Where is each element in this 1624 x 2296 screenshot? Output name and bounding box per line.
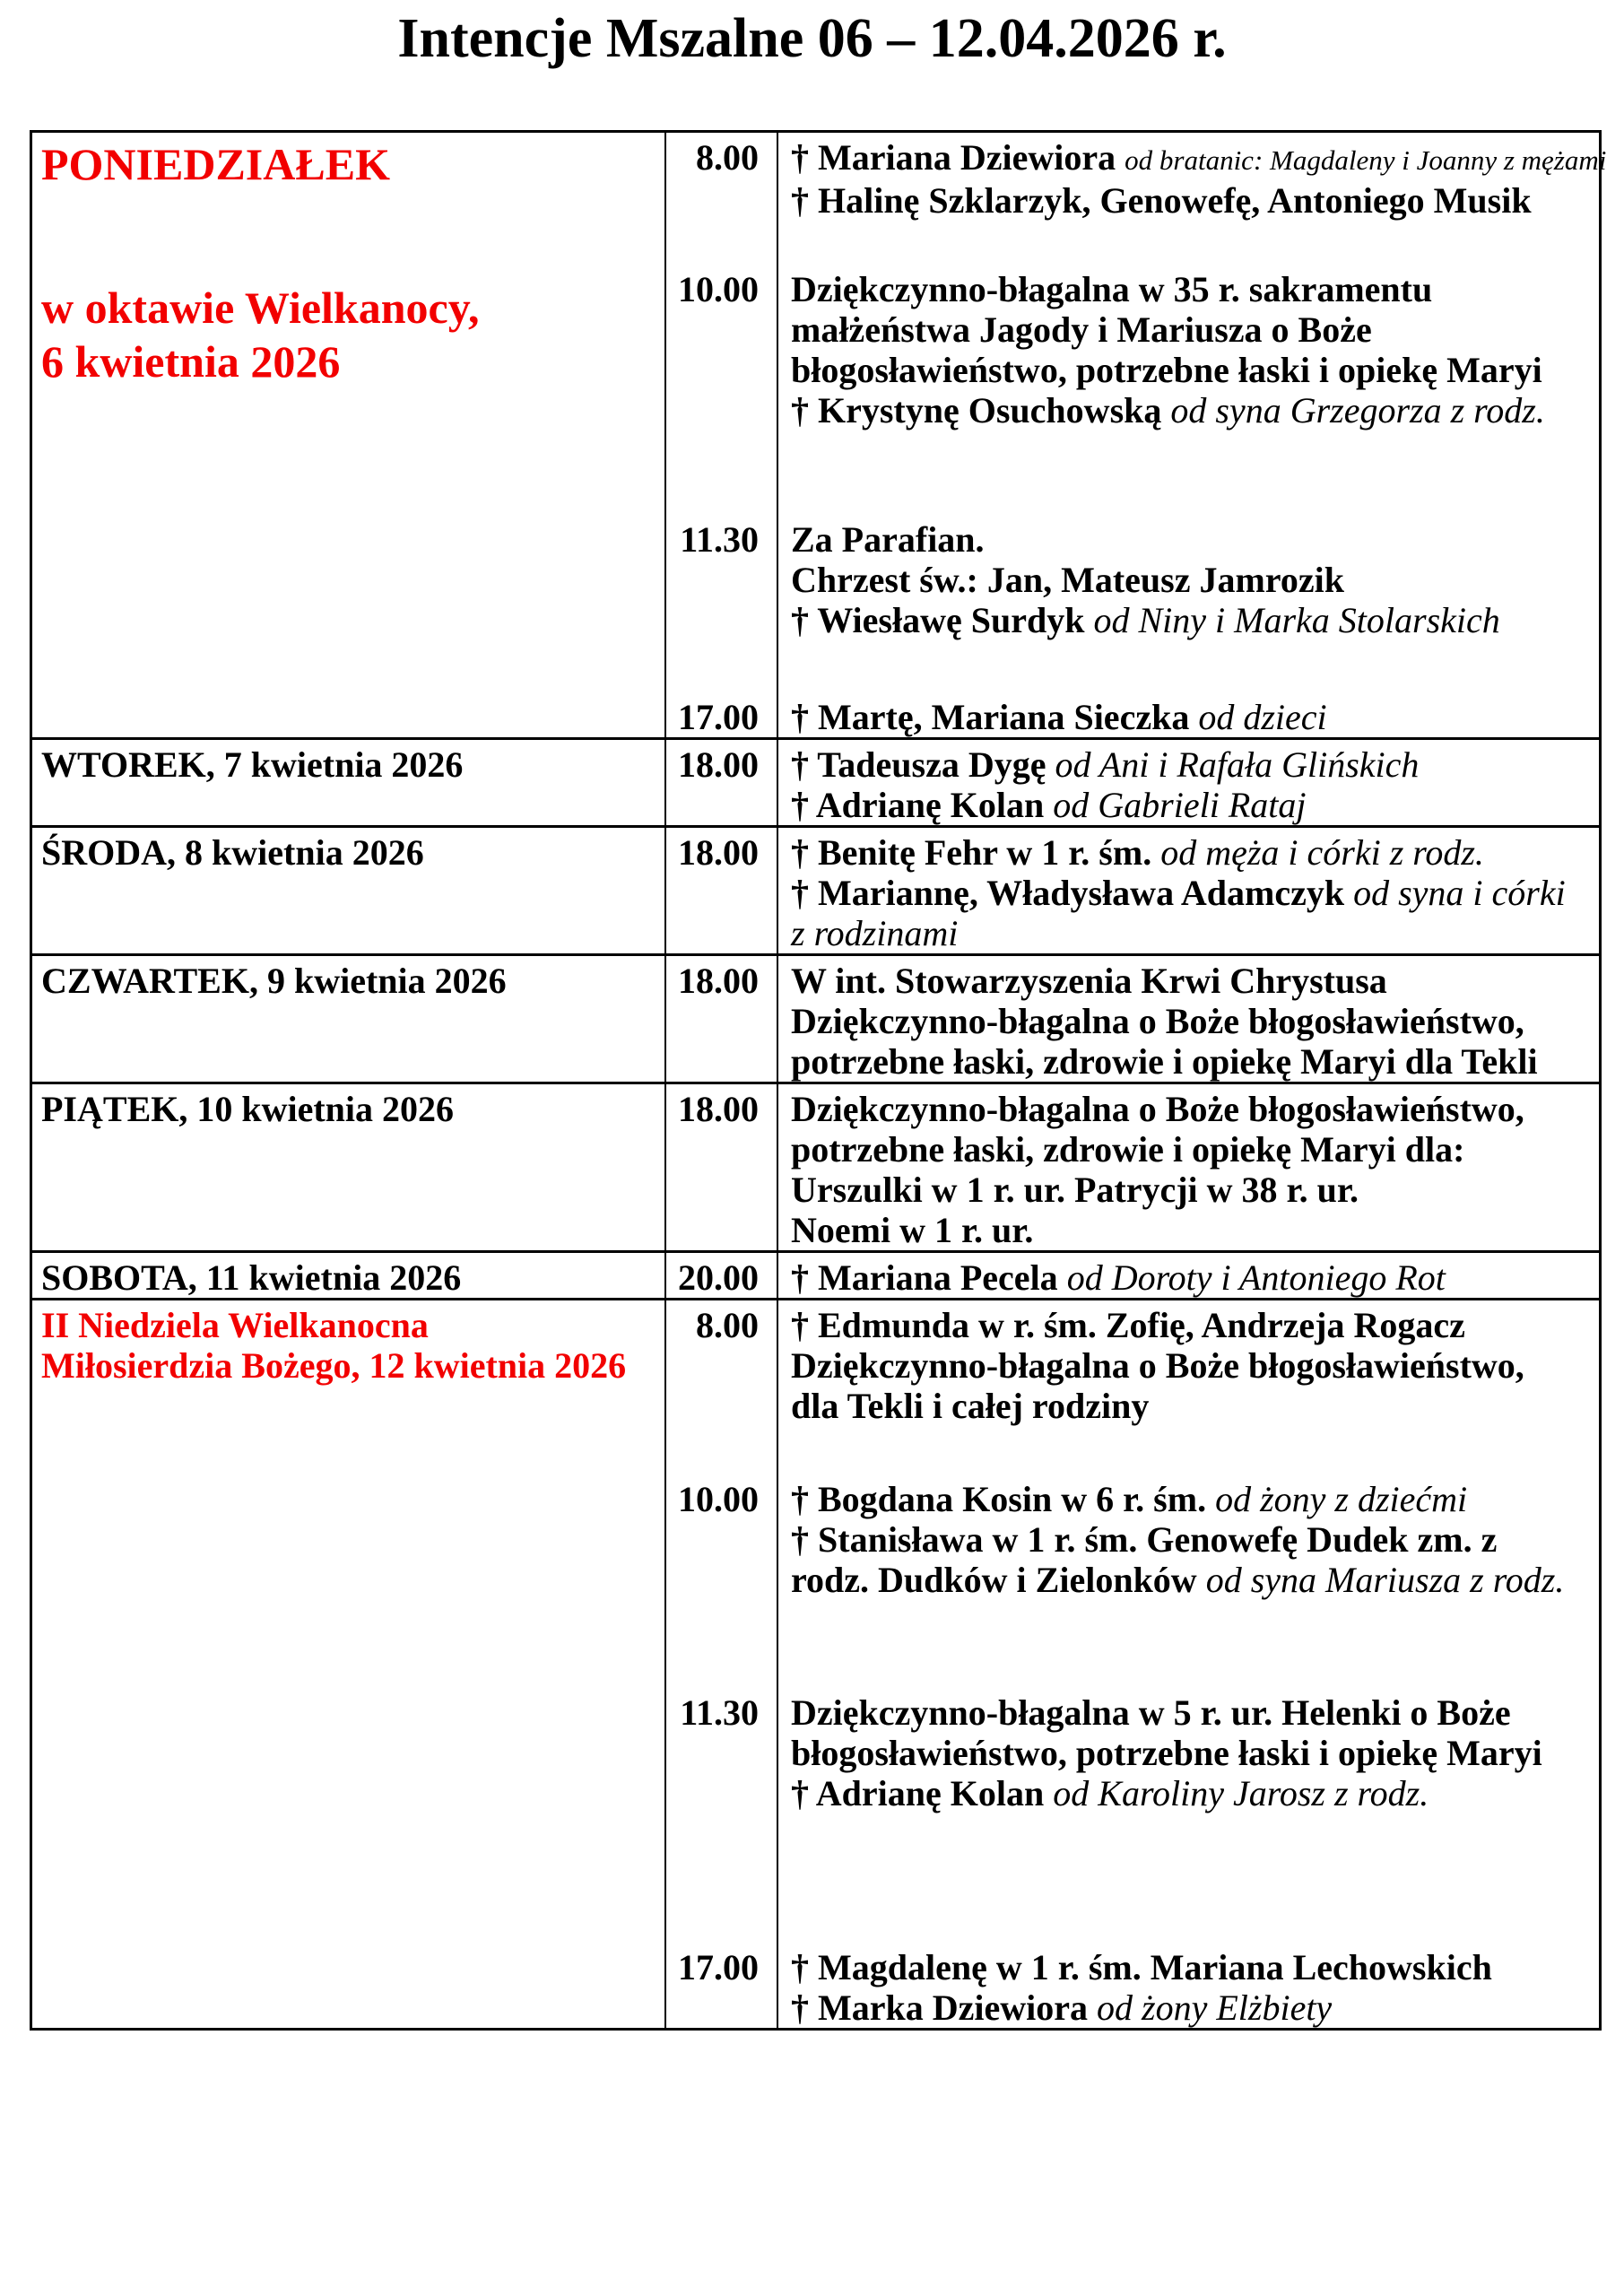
mass-time: 18.00 bbox=[678, 961, 759, 1001]
mass-intention-line bbox=[791, 873, 1599, 913]
column-separator bbox=[664, 1253, 666, 1298]
intention-text: Dziękczynno-błagalna o Boże błogosławieństwo, bbox=[791, 1001, 1524, 1041]
intention-text: Dziękczynno-błagalna o Boże błogosławieństwo, bbox=[791, 1089, 1524, 1129]
mass-intentions bbox=[778, 269, 1606, 430]
day-label-line: SOBOTA, 11 kwietnia 2026 bbox=[41, 1257, 462, 1298]
intention-text: potrzebne łaski, zdrowie i opiekę Maryi dla: bbox=[791, 1129, 1465, 1170]
mass-block bbox=[666, 832, 1599, 953]
mass-area-czwartek bbox=[666, 956, 1599, 1082]
day-label-wtorek bbox=[32, 740, 666, 825]
mass-intentions bbox=[778, 1479, 1599, 1600]
day-label-line: Miłosierdzia Bożego, 12 kwietnia 2026 bbox=[41, 1345, 627, 1386]
mass-intention-line bbox=[791, 350, 1606, 390]
mass-intention-line bbox=[791, 1041, 1599, 1082]
intention-text: Za Parafian. bbox=[791, 519, 985, 560]
intention-text: Urszulki w 1 r. ur. Patrycji w 38 r. ur. bbox=[791, 1170, 1359, 1210]
mass-intention-line bbox=[791, 1210, 1599, 1250]
mass-time: 18.00 bbox=[678, 832, 759, 873]
mass-intentions bbox=[778, 1089, 1599, 1250]
mass-area-piatek bbox=[666, 1084, 1599, 1250]
mass-time: 17.00 bbox=[678, 697, 759, 737]
mass-intention-line bbox=[791, 744, 1599, 785]
intention-text: rodz. Dudków i Zielonków bbox=[791, 1560, 1206, 1600]
mass-block bbox=[666, 1257, 1599, 1298]
intention-text: † Mariannę, Władysława Adamczyk bbox=[791, 873, 1354, 913]
mass-area-sobota bbox=[666, 1253, 1599, 1298]
mass-time: 10.00 bbox=[678, 1479, 759, 1519]
column-separator bbox=[777, 1253, 778, 1298]
mass-intention-line bbox=[791, 1479, 1599, 1519]
day-label-line: PONIEDZIAŁEK bbox=[41, 139, 390, 189]
mass-intention-line bbox=[791, 1386, 1599, 1426]
day-label-line: WTOREK, 7 kwietnia 2026 bbox=[41, 744, 464, 785]
intention-text: † Wiesławę Surdyk bbox=[791, 600, 1094, 640]
intention-text: od Gabrieli Rataj bbox=[1053, 785, 1307, 825]
mass-block bbox=[666, 1947, 1599, 2028]
mass-intention-line bbox=[791, 269, 1606, 309]
column-separator bbox=[664, 956, 666, 1082]
mass-time: 11.30 bbox=[680, 1692, 759, 1733]
mass-time: 8.00 bbox=[696, 1305, 759, 1345]
day-row-niedziela bbox=[32, 1300, 1599, 2028]
intention-text: od bratanic: Magdaleny i Joanny z mężami bbox=[1125, 144, 1607, 176]
day-row-wtorek bbox=[32, 740, 1599, 828]
day-label-line: II Niedziela Wielkanocna bbox=[41, 1305, 429, 1345]
intention-text: Dziękczynno-błagalna w 5 r. ur. Helenki o Boże bbox=[791, 1692, 1511, 1733]
mass-intention-line bbox=[791, 390, 1606, 430]
intention-text: † Martę, Mariana Sieczka bbox=[791, 697, 1199, 737]
column-separator bbox=[664, 1300, 666, 2028]
mass-area-niedziela bbox=[666, 1300, 1599, 2028]
column-separator bbox=[777, 740, 778, 825]
mass-intention-line bbox=[791, 180, 1606, 221]
mass-intentions bbox=[778, 744, 1599, 825]
mass-intention-line bbox=[791, 1089, 1599, 1129]
intention-text: † Tadeusza Dygę bbox=[791, 744, 1055, 785]
day-label-line: w oktawie Wielkanocy, bbox=[41, 283, 480, 333]
intention-text: potrzebne łaski, zdrowie i opiekę Maryi dla Tekli bbox=[791, 1041, 1538, 1082]
intention-text: Dziękczynno-błagalna w 35 r. sakramentu bbox=[791, 269, 1433, 309]
intention-text: Dziękczynno-błagalna o Boże błogosławieństwo, bbox=[791, 1345, 1524, 1386]
mass-time: 18.00 bbox=[678, 744, 759, 785]
intention-text: Chrzest św.: Jan, Mateusz Jamrozik bbox=[791, 560, 1344, 600]
mass-block bbox=[666, 269, 1606, 430]
column-separator bbox=[777, 133, 778, 737]
mass-intention-line bbox=[791, 1129, 1599, 1170]
mass-block bbox=[666, 137, 1606, 221]
mass-intention-line bbox=[791, 697, 1606, 737]
day-row-poniedzialek bbox=[32, 133, 1607, 740]
intention-text: † Krystynę Osuchowską bbox=[791, 390, 1171, 430]
day-label-sroda bbox=[32, 828, 666, 953]
column-separator bbox=[664, 1084, 666, 1250]
mass-intention-line bbox=[791, 785, 1599, 825]
intention-text: † Benitę Fehr w 1 r. śm. bbox=[791, 832, 1161, 873]
intention-text: † Stanisława w 1 r. śm. Genowefę Dudek zm. z bbox=[791, 1519, 1498, 1560]
intention-text: od żony z dziećmi bbox=[1215, 1479, 1468, 1519]
intention-text: † Mariana Dziewiora bbox=[791, 137, 1125, 178]
mass-time: 10.00 bbox=[678, 269, 759, 309]
mass-intention-line bbox=[791, 519, 1606, 560]
mass-time: 20.00 bbox=[678, 1257, 759, 1298]
mass-time: 8.00 bbox=[696, 137, 759, 178]
mass-intention-line bbox=[791, 1519, 1599, 1560]
intention-text: od męża i córki z rodz. bbox=[1160, 832, 1484, 873]
intention-text: od syna Mariusza z rodz. bbox=[1205, 1560, 1565, 1600]
intention-text: † Magdalenę w 1 r. śm. Mariana Lechowskich bbox=[791, 1947, 1492, 1987]
intention-text: od żony Elżbiety bbox=[1097, 1987, 1333, 2028]
column-separator bbox=[777, 828, 778, 953]
column-separator bbox=[777, 1300, 778, 2028]
column-separator bbox=[777, 956, 778, 1082]
intention-text: od Niny i Marka Stolarskich bbox=[1093, 600, 1500, 640]
day-label-line: PIĄTEK, 10 kwietnia 2026 bbox=[41, 1089, 455, 1129]
mass-intentions bbox=[778, 1305, 1599, 1426]
mass-block bbox=[666, 1305, 1599, 1426]
intention-text: † Marka Dziewiora bbox=[791, 1987, 1098, 2028]
intention-text: Noemi w 1 r. ur. bbox=[791, 1210, 1034, 1250]
mass-intention-line bbox=[791, 560, 1606, 600]
mass-intentions bbox=[778, 137, 1606, 221]
column-separator bbox=[664, 740, 666, 825]
mass-block bbox=[666, 1692, 1599, 1813]
mass-intention-line bbox=[791, 1733, 1599, 1773]
intention-text: W int. Stowarzyszenia Krwi Chrystusa bbox=[791, 961, 1387, 1001]
mass-intention-line bbox=[791, 913, 1599, 953]
intention-text: † Halinę Szklarzyk, Genowefę, Antoniego Musik bbox=[791, 180, 1532, 221]
day-label-line: ŚRODA, 8 kwietnia 2026 bbox=[41, 832, 424, 873]
mass-block bbox=[666, 744, 1599, 825]
mass-area-sroda bbox=[666, 828, 1599, 953]
column-separator bbox=[664, 133, 666, 737]
day-label-piatek bbox=[32, 1084, 666, 1250]
mass-intention-line bbox=[791, 832, 1599, 873]
mass-block bbox=[666, 519, 1606, 640]
day-label-niedziela bbox=[32, 1300, 666, 2028]
day-label-poniedzialek bbox=[32, 133, 666, 737]
mass-intention-line bbox=[791, 1001, 1599, 1041]
day-label-line: CZWARTEK, 9 kwietnia 2026 bbox=[41, 961, 507, 1001]
mass-block bbox=[666, 1479, 1599, 1600]
mass-time: 18.00 bbox=[678, 1089, 759, 1129]
mass-intention-line bbox=[791, 961, 1599, 1001]
mass-intention-line bbox=[791, 137, 1606, 180]
mass-intentions bbox=[778, 697, 1606, 737]
day-row-czwartek bbox=[32, 956, 1599, 1084]
intention-text: z rodzinami bbox=[791, 913, 959, 953]
intention-text: błogosławieństwo, potrzebne łaski i opiekę Maryi bbox=[791, 1733, 1542, 1773]
page-title: Intencje Mszalne 06 – 12.04.2026 r. bbox=[397, 8, 1227, 69]
intention-text: od dzieci bbox=[1198, 697, 1327, 737]
intention-text: od Ani i Rafała Glińskich bbox=[1055, 744, 1420, 785]
mass-intention-line bbox=[791, 1947, 1599, 1987]
mass-intention-line bbox=[791, 1305, 1599, 1345]
mass-intention-line bbox=[791, 600, 1606, 640]
column-separator bbox=[777, 1084, 778, 1250]
mass-intention-line bbox=[791, 309, 1606, 350]
intention-text: † Mariana Pecela bbox=[791, 1257, 1067, 1298]
mass-area-poniedzialek bbox=[666, 133, 1606, 737]
mass-intention-line bbox=[791, 1170, 1599, 1210]
day-label-sobota bbox=[32, 1253, 666, 1298]
mass-intention-line bbox=[791, 1987, 1599, 2028]
intention-text: błogosławieństwo, potrzebne łaski i opiekę Maryi bbox=[791, 350, 1542, 390]
mass-time: 17.00 bbox=[678, 1947, 759, 1987]
intention-text: † Edmunda w r. śm. Zofię, Andrzeja Rogacz bbox=[791, 1305, 1465, 1345]
day-row-sobota bbox=[32, 1253, 1599, 1300]
day-label-czwartek bbox=[32, 956, 666, 1082]
column-separator bbox=[664, 828, 666, 953]
mass-intention-line bbox=[791, 1257, 1599, 1298]
mass-block bbox=[666, 961, 1599, 1082]
intention-text: dla Tekli i całej rodziny bbox=[791, 1386, 1150, 1426]
mass-intentions bbox=[778, 961, 1599, 1082]
intention-text: † Adrianę Kolan bbox=[791, 1773, 1054, 1813]
mass-intention-line bbox=[791, 1345, 1599, 1386]
mass-intentions-table bbox=[30, 130, 1607, 2031]
day-row-piatek bbox=[32, 1084, 1599, 1253]
day-label-line: 6 kwietnia 2026 bbox=[41, 336, 341, 387]
intention-text: małżeństwa Jagody i Mariusza o Boże bbox=[791, 309, 1372, 350]
intention-text: † Adrianę Kolan bbox=[791, 785, 1054, 825]
mass-intention-line bbox=[791, 1560, 1599, 1600]
mass-intentions bbox=[778, 1257, 1599, 1298]
mass-time: 11.30 bbox=[680, 519, 759, 560]
mass-intentions bbox=[778, 1692, 1599, 1813]
intention-text: od Doroty i Antoniego Rot bbox=[1066, 1257, 1446, 1298]
day-row-sroda bbox=[32, 828, 1599, 956]
intention-text: od Karoliny Jarosz z rodz. bbox=[1053, 1773, 1429, 1813]
intention-text: od syna Grzegorza z rodz. bbox=[1170, 390, 1545, 430]
mass-block bbox=[666, 697, 1606, 737]
mass-intentions bbox=[778, 519, 1606, 640]
mass-intentions bbox=[778, 832, 1599, 953]
mass-block bbox=[666, 1089, 1599, 1250]
mass-intentions bbox=[778, 1947, 1599, 2028]
intention-text: od syna i córki bbox=[1353, 873, 1566, 913]
mass-intention-line bbox=[791, 1692, 1599, 1733]
intention-text: † Bogdana Kosin w 6 r. śm. bbox=[791, 1479, 1216, 1519]
mass-area-wtorek bbox=[666, 740, 1599, 825]
mass-intention-line bbox=[791, 1773, 1599, 1813]
